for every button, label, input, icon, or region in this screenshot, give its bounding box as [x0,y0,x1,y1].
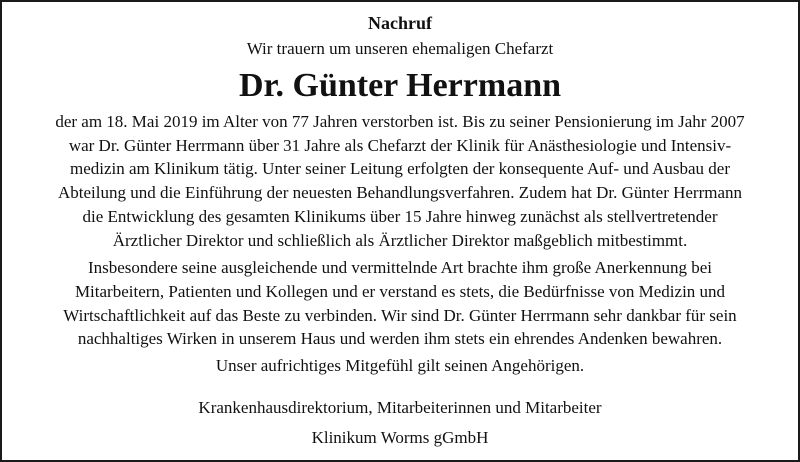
signatory-line: Krankenhausdirektorium, Mitarbeiterinnen und Mitarbeiter [198,398,602,418]
text-line: Insbesondere seine ausgleichende und vermittelnde Art brachte ihm große Anerkennung bei [87,258,713,278]
deceased-name: Dr. Günter Herrmann [238,67,562,104]
text-line: Mitarbeitern, Patienten und Kollegen und er verstand es stets, die Bedürfnisse von Medizin und [74,281,726,301]
text-line: Abteilung und die Einführung der neuesten Behandlungsverfahren. Zudem hat Dr. Günter Herrmann [57,183,743,203]
text-line: Wirtschaftlichkeit auf das Beste zu verbinden. Wir sind Dr. Günter Herrmann sehr dankbar für sein [63,305,737,325]
intro-line: Wir trauern um unseren ehemaligen Chefarzt [246,39,554,58]
text-line: die Entwicklung des gesamten Klinikums über 15 Jahre hinweg zunächst als stellvertretender [82,206,718,226]
condolence-line: Unser aufrichtiges Mitgefühl gilt seinen Angehörigen. [215,356,585,376]
biography-paragraph [16,110,784,252]
organization-name: Klinikum Worms gGmbH [311,428,489,448]
tribute-paragraph [16,256,784,351]
text-line: Ärztlicher Direktor und schließlich als Ärztlicher Direktor maßgeblich mitbestimmt. [112,230,688,250]
text-line: war Dr. Günter Herrmann über 31 Jahre als Chefarzt der Klinik für Anästhesiologie und Intensiv- [68,135,732,155]
text-line: der am 18. Mai 2019 im Alter von 77 Jahren verstorben ist. Bis zu seiner Pensionierung im Jahr 2007 [55,112,745,131]
notice-heading: Nachruf [368,13,432,33]
text-line: nachhaltiges Wirken in unserem Haus und werden ihm stets ein ehrendes Andenken bewahren. [77,329,723,349]
text-line: medizin am Klinikum tätig. Unter seiner Leitung erfolgten der konsequente Auf- und Ausbau der [70,159,730,179]
